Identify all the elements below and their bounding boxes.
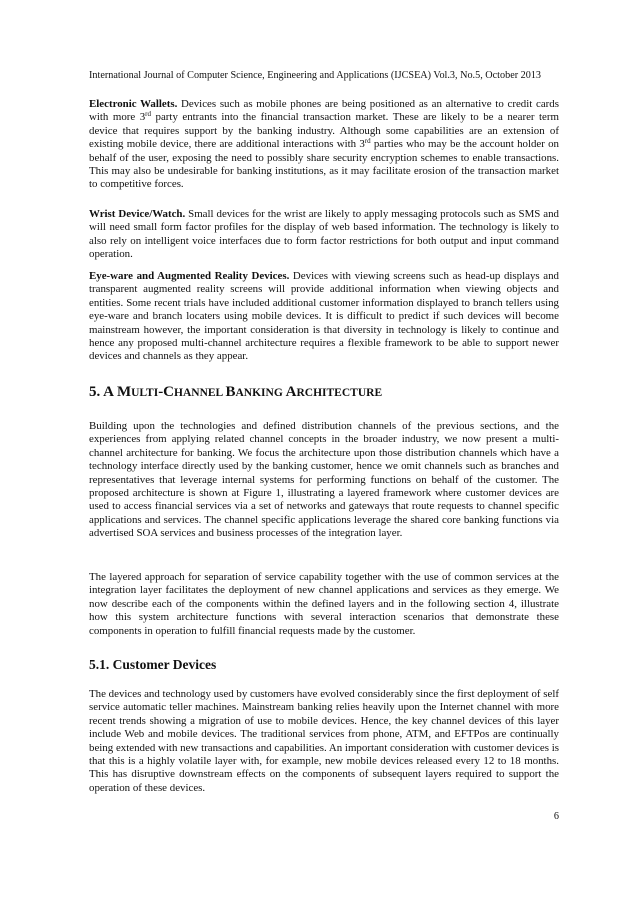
paragraph-customer-devices: The devices and technology used by customers have evolved considerably since the first deployment of self service automatic teller machines. Mainstream banking relies heavily upon the Internet channel with more recent trends showing a migration of use to mobile devices. Hence, the key channel devices of this layer include Web and mobile devices. The traditional services from phone, ATM, and EFTPos are continually being extended with new transactions and capabilities. An important consideration with customer devices is that this is a highly volatile layer with, for example, new mobile devices released every 12 to 18 months. This has disruptive downstream effects on the components of subsequent layers required to support the operation of these devices.: [89, 688, 559, 794]
paragraph-eye-ware: [89, 270, 559, 364]
paragraph-text: Devices such as mobile phones are being positioned as an alternative to credit cards with more 3: [89, 98, 559, 124]
heading-part: -C: [158, 384, 175, 400]
paragraph-section5-layered: The layered approach for separation of service capability together with the use of common services at the integration layer facilitates the deployment of new channel applications and services as they emerge. We now describe each of the components within the defined layers and in the following section 4, illustrate how this system architecture functions with several interaction scenarios that demonstrate these components in operation to fulfill financial requests made by the customer.: [89, 571, 559, 637]
section-5-1-heading: 5.1. Customer Devices: [89, 657, 217, 672]
heading-part: M: [116, 384, 132, 400]
paragraph-wrist-device: [89, 208, 559, 262]
heading-part: B: [225, 384, 236, 400]
heading-part: 5. A: [89, 384, 117, 400]
paragraph-text: Small devices for the wrist are likely to apply messaging protocols such as SMS and will need small form factor profiles for the display of web based information. The technology is likely to also rely on intelligent voice interfaces due to form factor restrictions for both output and input command operation.: [89, 208, 559, 261]
paragraph-lead: Eye-ware and Augmented Reality Devices.: [89, 270, 290, 282]
heading-part: RCHITECTURE: [296, 387, 383, 399]
running-header: International Journal of Computer Science, Engineering and Applications (IJCSEA) Vol.3, No.5, October 2013: [89, 70, 542, 81]
superscript: rd: [364, 137, 371, 146]
heading-part: ANKING: [235, 387, 286, 399]
heading-part: HANNEL: [174, 387, 226, 399]
paragraph-lead: Wrist Device/Watch.: [89, 208, 186, 220]
paragraph-text: party entrants into the financial transaction market. These are likely to be a nearer term device that requires support by the banking industry. Although some capabilities are an extension of existing mobile device, there are additional interactions with 3: [89, 111, 559, 151]
heading-part: A: [285, 384, 297, 400]
paragraph-text: Devices with viewing screens such as head-up displays and transparent augmented reality screens will provide additional information when viewing objects and entities. Some recent trials have included additional customer information displayed to branch tellers using eye-ware and branch locaters using mobile devices. It is difficult to predict if such devices will become mainstream however, the important consideration is that diversity in technology is likely to continue and hence any proposed multi-channel architecture requires a flexible framework to be able to support newer devices and channels as they appear.: [89, 270, 560, 363]
page-number: 6: [553, 811, 559, 822]
section-5-heading: [89, 383, 382, 402]
paragraph-lead: Electronic Wallets.: [89, 98, 178, 110]
heading-part: ULTI: [131, 387, 159, 399]
superscript: rd: [145, 110, 152, 119]
paragraph-electronic-wallets: [89, 98, 559, 192]
paragraph-section5-intro: Building upon the technologies and defined distribution channels of the previous sections, and the experiences from applying related channel concepts in the broader industry, we now present a multi-channel architecture for banking. We focus the architecture upon those distribution channels which have a technology interface directly used by the banking customer, hence we omit channels such as branches and representatives that leverage internal systems for performing functions on behalf of the customer. The proposed architecture is shown at Figure 1, illustrating a layered framework where customer devices are used to access financial services via a set of networks and gateways that route requests to channel specific applications and services. The channel specific applications leverage the shared core banking functions via advertised SOA services and business processes of the integration layer.: [89, 420, 559, 540]
paragraph-text: parties who may be the account holder on behalf of the user, exposing the need to possibly share security encryption schemes to enable transactions. This may also be undesirable for banking institutions, as it may facilitate erosion of the transaction market to competitive forces.: [89, 138, 559, 191]
